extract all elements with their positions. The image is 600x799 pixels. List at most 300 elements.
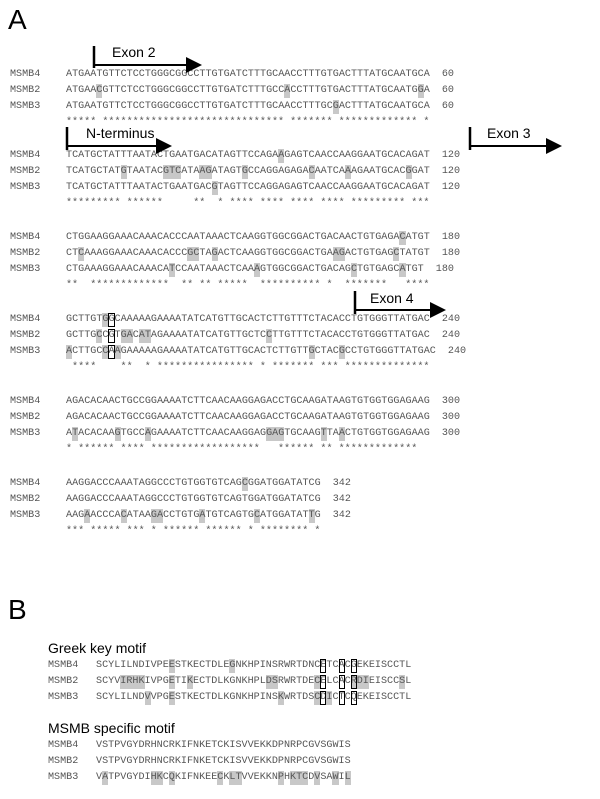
- residue: P: [296, 740, 303, 751]
- residue: S: [235, 756, 242, 767]
- residue: T: [187, 182, 194, 193]
- residue: A: [399, 428, 406, 439]
- residue: H: [150, 772, 157, 783]
- residue: G: [217, 314, 224, 325]
- sequence-name: MSMB2: [48, 676, 79, 687]
- residue: C: [308, 150, 315, 161]
- residue: V: [120, 756, 127, 767]
- residue: C: [102, 660, 109, 671]
- residue: C: [253, 510, 260, 521]
- residue: L: [126, 692, 133, 703]
- residue: A: [108, 182, 115, 193]
- residue: A: [78, 166, 85, 177]
- residue: A: [296, 478, 303, 489]
- residue: A: [284, 101, 291, 112]
- residue: G: [284, 150, 291, 161]
- residue: G: [223, 69, 230, 80]
- residue: R: [168, 740, 175, 751]
- residue: V: [247, 756, 254, 767]
- residue: T: [338, 692, 345, 703]
- residue: F: [186, 772, 193, 783]
- residue: I: [338, 772, 345, 783]
- residue: T: [108, 69, 115, 80]
- residue: T: [241, 510, 248, 521]
- residue: T: [363, 69, 370, 80]
- residue: C: [132, 101, 139, 112]
- residue: A: [369, 69, 376, 80]
- residue: Y: [108, 692, 115, 703]
- residue: T: [393, 346, 400, 357]
- residue: C: [108, 494, 115, 505]
- residue: C: [332, 660, 339, 671]
- residue: W: [283, 660, 290, 671]
- residue: C: [162, 756, 169, 767]
- residue: A: [411, 428, 418, 439]
- residue: R: [277, 676, 284, 687]
- residue: C: [350, 264, 357, 275]
- residue: G: [350, 660, 357, 671]
- residue: T: [308, 69, 315, 80]
- residue: A: [332, 412, 339, 423]
- residue: L: [405, 676, 412, 687]
- residue: G: [211, 510, 218, 521]
- residue: A: [163, 428, 170, 439]
- residue: L: [344, 772, 351, 783]
- residue: I: [326, 692, 333, 703]
- residue: I: [338, 756, 345, 767]
- residue: K: [174, 772, 181, 783]
- residue: T: [114, 166, 121, 177]
- residue: D: [138, 660, 145, 671]
- residue: G: [150, 101, 157, 112]
- residue: A: [253, 264, 260, 275]
- residue: K: [241, 692, 248, 703]
- residue: A: [314, 166, 321, 177]
- residue: G: [369, 428, 376, 439]
- residue: T: [326, 396, 333, 407]
- residue: T: [211, 756, 218, 767]
- residue: G: [247, 510, 254, 521]
- residue: T: [199, 85, 206, 96]
- residue: A: [399, 314, 406, 325]
- residue: C: [417, 69, 424, 80]
- residue: A: [169, 428, 176, 439]
- residue: C: [193, 101, 200, 112]
- residue: G: [102, 248, 109, 259]
- sequence-name: MSMB3: [10, 428, 41, 439]
- residue: A: [114, 264, 121, 275]
- residue: G: [223, 101, 230, 112]
- residue: A: [247, 248, 254, 259]
- residue: G: [66, 330, 73, 341]
- residue: G: [90, 150, 97, 161]
- residue: G: [241, 166, 248, 177]
- residue: G: [314, 396, 321, 407]
- sequence-name: MSMB3: [10, 101, 41, 112]
- residue: T: [266, 264, 273, 275]
- position-number: 342: [320, 494, 351, 505]
- residue: A: [338, 428, 345, 439]
- residue: T: [217, 478, 224, 489]
- residue: K: [186, 660, 193, 671]
- residue: T: [199, 232, 206, 243]
- residue: G: [411, 182, 418, 193]
- residue: K: [265, 772, 272, 783]
- residue: T: [326, 85, 333, 96]
- conservation-line: ********* ****** ** * **** **** **** **** ********* ***: [66, 198, 430, 209]
- residue: C: [332, 150, 339, 161]
- residue: C: [132, 428, 139, 439]
- residue: G: [223, 330, 230, 341]
- position-number: 342: [320, 510, 351, 521]
- residue: P: [114, 772, 121, 783]
- residue: G: [78, 101, 85, 112]
- residue: T: [375, 150, 382, 161]
- residue: T: [405, 101, 412, 112]
- residue: C: [102, 330, 109, 341]
- residue: C: [272, 69, 279, 80]
- position-number: 60: [429, 85, 454, 96]
- residue: A: [114, 478, 121, 489]
- residue: T: [326, 166, 333, 177]
- residue: A: [169, 412, 176, 423]
- residue: T: [399, 660, 406, 671]
- residue: G: [357, 412, 364, 423]
- residue: T: [266, 248, 273, 259]
- residue: T: [126, 101, 133, 112]
- residue: G: [199, 478, 206, 489]
- residue: T: [399, 346, 406, 357]
- residue: A: [156, 396, 163, 407]
- residue: C: [326, 314, 333, 325]
- residue: T: [108, 756, 115, 767]
- residue: A: [284, 69, 291, 80]
- residue: A: [423, 69, 430, 80]
- residue: T: [217, 101, 224, 112]
- residue: T: [314, 232, 321, 243]
- residue: A: [126, 494, 133, 505]
- residue: C: [302, 740, 309, 751]
- residue: A: [326, 346, 333, 357]
- residue: A: [187, 232, 194, 243]
- residue: T: [235, 330, 242, 341]
- sequence-name: MSMB3: [10, 346, 41, 357]
- residue: C: [138, 69, 145, 80]
- residue: C: [393, 660, 400, 671]
- residue: T: [181, 428, 188, 439]
- residue: T: [120, 182, 127, 193]
- residue: T: [205, 510, 212, 521]
- residue: T: [350, 101, 357, 112]
- residue: C: [223, 494, 230, 505]
- residue: T: [308, 510, 315, 521]
- residue: A: [66, 346, 73, 357]
- residue: C: [344, 85, 351, 96]
- residue: T: [84, 314, 91, 325]
- residue: T: [72, 101, 79, 112]
- residue: T: [229, 248, 236, 259]
- residue: I: [180, 676, 187, 687]
- residue: K: [241, 676, 248, 687]
- residue: G: [369, 330, 376, 341]
- residue: T: [260, 101, 267, 112]
- residue: A: [163, 412, 170, 423]
- residue: G: [411, 85, 418, 96]
- residue: G: [150, 85, 157, 96]
- residue: C: [132, 232, 139, 243]
- residue: G: [357, 330, 364, 341]
- residue: G: [90, 314, 97, 325]
- residue: A: [102, 428, 109, 439]
- residue: E: [320, 676, 327, 687]
- residue: G: [266, 85, 273, 96]
- residue: A: [90, 69, 97, 80]
- residue: A: [393, 150, 400, 161]
- residue: A: [193, 166, 200, 177]
- residue: A: [332, 248, 339, 259]
- residue: T: [253, 101, 260, 112]
- residue: S: [102, 740, 109, 751]
- residue: T: [211, 740, 218, 751]
- residue: C: [102, 676, 109, 687]
- residue: E: [253, 740, 260, 751]
- residue: I: [180, 740, 187, 751]
- residue: T: [193, 428, 200, 439]
- residue: A: [169, 314, 176, 325]
- residue: A: [138, 478, 145, 489]
- residue: G: [260, 428, 267, 439]
- residue: C: [132, 69, 139, 80]
- residue: C: [350, 248, 357, 259]
- residue: A: [314, 182, 321, 193]
- residue: T: [144, 101, 151, 112]
- residue: K: [241, 660, 248, 671]
- residue: G: [344, 396, 351, 407]
- residue: T: [247, 69, 254, 80]
- residue: G: [411, 101, 418, 112]
- residue: C: [272, 412, 279, 423]
- residue: T: [205, 85, 212, 96]
- residue: R: [290, 676, 297, 687]
- residue: T: [278, 346, 285, 357]
- residue: G: [375, 428, 382, 439]
- residue: T: [199, 330, 206, 341]
- residue: A: [138, 510, 145, 521]
- residue: G: [150, 412, 157, 423]
- residue: C: [169, 101, 176, 112]
- residue: A: [144, 248, 151, 259]
- residue: A: [181, 330, 188, 341]
- residue: T: [290, 330, 297, 341]
- residue: C: [72, 346, 79, 357]
- residue: C: [278, 412, 285, 423]
- residue: C: [332, 166, 339, 177]
- residue: G: [247, 428, 254, 439]
- residue: D: [302, 692, 309, 703]
- residue: T: [169, 264, 176, 275]
- residue: N: [283, 756, 290, 767]
- residue: G: [296, 166, 303, 177]
- residue: G: [411, 166, 418, 177]
- residue: C: [284, 264, 291, 275]
- residue: A: [90, 494, 97, 505]
- residue: A: [411, 412, 418, 423]
- residue: C: [102, 494, 109, 505]
- residue: G: [162, 692, 169, 703]
- residue: T: [205, 676, 212, 687]
- residue: G: [156, 85, 163, 96]
- residue: T: [253, 330, 260, 341]
- residue: T: [199, 346, 206, 357]
- residue: G: [150, 314, 157, 325]
- residue: G: [150, 494, 157, 505]
- residue: G: [381, 69, 388, 80]
- residue: A: [278, 150, 285, 161]
- residue: C: [393, 676, 400, 687]
- residue: P: [156, 692, 163, 703]
- residue: S: [235, 740, 242, 751]
- residue: C: [266, 330, 273, 341]
- residue: T: [381, 412, 388, 423]
- residue: P: [277, 740, 284, 751]
- residue: A: [229, 69, 236, 80]
- residue: C: [387, 692, 394, 703]
- residue: G: [405, 166, 412, 177]
- residue: A: [423, 85, 430, 96]
- residue: I: [144, 660, 151, 671]
- residue: C: [156, 166, 163, 177]
- residue: V: [241, 772, 248, 783]
- residue: R: [290, 660, 297, 671]
- residue: C: [253, 166, 260, 177]
- residue: T: [247, 85, 254, 96]
- residue: A: [120, 264, 127, 275]
- residue: G: [102, 264, 109, 275]
- residue: G: [169, 150, 176, 161]
- residue: G: [163, 166, 170, 177]
- residue: T: [405, 264, 412, 275]
- residue: S: [96, 692, 103, 703]
- residue: G: [393, 428, 400, 439]
- residue: T: [350, 314, 357, 325]
- residue: V: [144, 692, 151, 703]
- residue: T: [120, 428, 127, 439]
- residue: C: [296, 85, 303, 96]
- residue: P: [253, 660, 260, 671]
- residue: C: [308, 248, 315, 259]
- residue: G: [211, 69, 218, 80]
- residue: A: [393, 166, 400, 177]
- residue: G: [144, 412, 151, 423]
- residue: G: [387, 396, 394, 407]
- residue: S: [320, 740, 327, 751]
- residue: G: [375, 248, 382, 259]
- residue: A: [138, 150, 145, 161]
- residue: T: [72, 264, 79, 275]
- residue: G: [181, 478, 188, 489]
- residue: A: [126, 264, 133, 275]
- residue: T: [399, 248, 406, 259]
- residue: G: [423, 396, 430, 407]
- residue: T: [266, 494, 273, 505]
- residue: T: [260, 314, 267, 325]
- residue: A: [320, 396, 327, 407]
- residue: C: [163, 478, 170, 489]
- residue: T: [84, 346, 91, 357]
- residue: T: [411, 346, 418, 357]
- residue: C: [399, 150, 406, 161]
- residue: G: [272, 478, 279, 489]
- residue: G: [126, 428, 133, 439]
- residue: T: [235, 101, 242, 112]
- residue: A: [369, 85, 376, 96]
- residue: A: [138, 182, 145, 193]
- residue: T: [350, 69, 357, 80]
- residue: C: [217, 772, 224, 783]
- residue: G: [423, 412, 430, 423]
- residue: G: [411, 69, 418, 80]
- residue: T: [84, 330, 91, 341]
- residue: G: [284, 314, 291, 325]
- residue: P: [114, 740, 121, 751]
- residue: T: [102, 150, 109, 161]
- residue: G: [332, 69, 339, 80]
- residue: G: [290, 248, 297, 259]
- residue: T: [144, 150, 151, 161]
- residue: A: [199, 182, 206, 193]
- residue: C: [84, 412, 91, 423]
- residue: A: [235, 428, 242, 439]
- residue: C: [326, 330, 333, 341]
- residue: R: [168, 756, 175, 767]
- residue: S: [96, 660, 103, 671]
- residue: A: [78, 428, 85, 439]
- residue: A: [120, 232, 127, 243]
- residue: T: [314, 69, 321, 80]
- residue: A: [314, 150, 321, 161]
- residue: A: [156, 510, 163, 521]
- residue: A: [253, 428, 260, 439]
- residue: T: [357, 232, 364, 243]
- residue: G: [102, 232, 109, 243]
- residue: V: [96, 740, 103, 751]
- residue: T: [357, 85, 364, 96]
- residue: G: [405, 428, 412, 439]
- residue: A: [369, 166, 376, 177]
- residue: C: [302, 756, 309, 767]
- residue: G: [387, 346, 394, 357]
- residue: G: [78, 478, 85, 489]
- residue: T: [72, 232, 79, 243]
- residue: P: [277, 772, 284, 783]
- residue: C: [72, 166, 79, 177]
- residue: A: [290, 166, 297, 177]
- residue: A: [229, 428, 236, 439]
- residue: A: [399, 264, 406, 275]
- residue: T: [217, 494, 224, 505]
- residue: G: [150, 428, 157, 439]
- residue: C: [205, 412, 212, 423]
- residue: T: [235, 772, 242, 783]
- residue: A: [90, 428, 97, 439]
- residue: C: [108, 510, 115, 521]
- residue: T: [193, 412, 200, 423]
- residue: A: [363, 182, 370, 193]
- residue: A: [363, 150, 370, 161]
- residue: A: [369, 101, 376, 112]
- residue: A: [344, 150, 351, 161]
- residue: T: [78, 314, 85, 325]
